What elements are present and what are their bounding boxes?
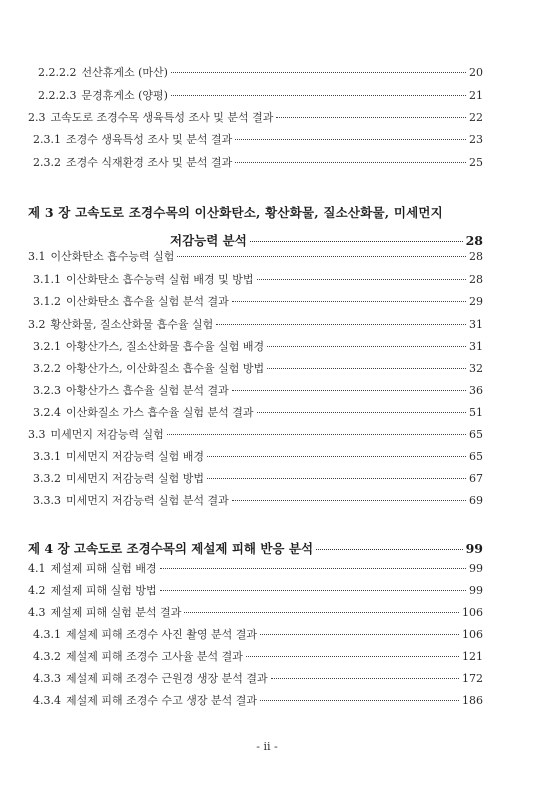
entry-title: 미세먼지 저감능력 실험 방법 [66,472,205,485]
entry-number: 4.1 [28,562,46,575]
dot-leader [171,95,466,96]
entry-page: 31 [469,340,483,353]
toc-entry-2-3-2[interactable] [33,156,483,170]
entry-number: 4.3 [28,606,46,619]
entry-title: 이산화질소 가스 흡수율 실험 분석 결과 [66,406,254,419]
entry-page: 121 [462,650,483,663]
entry-number: 2.2.2.2 [38,66,77,79]
entry-title: 문경휴게소 (양평) [81,89,168,102]
dot-leader [177,256,466,257]
entry-title: 미세먼지 저감능력 실험 분석 결과 [66,494,229,507]
chapter-4-page: 99 [465,541,483,556]
toc-entry-2-2-2-2[interactable] [38,66,483,80]
entry-title: 아황산가스 흡수율 실험 분석 결과 [66,384,229,397]
dot-leader [216,324,466,325]
chapter-4-heading[interactable] [28,539,483,557]
entry-title: 고속도로 조경수목 생육특성 조사 및 분석 결과 [50,111,274,124]
toc-entry-3-3[interactable] [28,428,483,442]
toc-entry-4-3-1[interactable] [33,628,483,642]
entry-page: 22 [469,111,483,124]
entry-title: 제설제 피해 조경수 사진 촬영 분석 결과 [66,628,257,641]
entry-title: 제설제 피해 조경수 근원경 생장 분석 결과 [66,672,268,685]
dot-leader [267,368,466,369]
toc-entry-3-2-2[interactable] [33,362,483,376]
entry-page: 99 [469,562,483,575]
toc-entry-3-3-2[interactable] [33,472,483,486]
toc-entry-2-3[interactable] [28,111,483,125]
chapter-4-title: 제 4 장 고속도로 조경수목의 제설제 피해 반응 분석 [28,541,314,556]
entry-number: 4.2 [28,584,46,597]
dot-leader [235,139,466,140]
dot-leader [207,456,466,457]
toc-entry-2-3-1[interactable] [33,133,483,147]
entry-number: 3.3.1 [33,450,61,463]
dot-leader [316,549,463,550]
chapter-3-title-line2: 저감능력 분석 [170,233,247,248]
entry-title: 이산화탄소 흡수능력 실험 배경 및 방법 [66,273,254,286]
toc-entry-4-3-4[interactable] [33,694,483,708]
entry-page: 106 [462,606,483,619]
entry-number: 3.1.2 [33,295,61,308]
entry-number: 3.1 [28,250,46,263]
entry-page: 69 [469,494,483,507]
entry-number: 4.3.3 [33,672,61,685]
entry-title: 선산휴게소 (마산) [81,66,168,79]
toc-entry-3-2[interactable] [28,318,483,332]
dot-leader [260,634,459,635]
entry-number: 3.2.1 [33,340,61,353]
dot-leader [271,678,459,679]
entry-number: 2.3.1 [33,133,61,146]
entry-title: 이산화탄소 흡수율 실험 분석 결과 [66,295,229,308]
dot-leader [160,590,466,591]
entry-page: 28 [469,273,483,286]
dot-leader [276,117,466,118]
toc-entry-3-2-1[interactable] [33,340,483,354]
entry-number: 3.3.3 [33,494,61,507]
dot-leader [184,612,459,613]
entry-number: 3.2 [28,318,46,331]
entry-number: 4.3.4 [33,694,61,707]
toc-entry-4-3[interactable] [28,606,483,620]
toc-entry-4-3-2[interactable] [33,650,483,664]
dot-leader [246,656,459,657]
entry-number: 3.2.4 [33,406,61,419]
chapter-3-heading[interactable] [28,203,483,249]
entry-page: 36 [469,384,483,397]
entry-title: 제설제 피해 조경수 수고 생장 분석 결과 [66,694,257,707]
entry-number: 3.3 [28,428,46,441]
dot-leader [160,568,466,569]
entry-title: 미세먼지 저감능력 실험 [50,428,164,441]
dot-leader [232,301,466,302]
entry-number: 4.3.2 [33,650,61,663]
entry-title: 제설제 피해 조경수 고사율 분석 결과 [66,650,243,663]
entry-number: 2.3.2 [33,156,61,169]
entry-page: 67 [469,472,483,485]
entry-title: 조경수 식재환경 조사 및 분석 결과 [66,156,233,169]
chapter-3-page: 28 [465,233,483,248]
toc-entry-4-3-3[interactable] [33,672,483,686]
page-footer: - ii - [256,740,278,753]
entry-page: 28 [469,250,483,263]
entry-number: 3.1.1 [33,273,61,286]
entry-title: 미세먼지 저감능력 실험 배경 [66,450,205,463]
entry-page: 32 [469,362,483,375]
dot-leader [235,162,466,163]
toc-entry-3-3-3[interactable] [33,494,483,508]
entry-title: 제설제 피해 실험 분석 결과 [50,606,182,619]
chapter-3-title-line1: 제 3 장 고속도로 조경수목의 이산화탄소, 황산화물, 질소산화물, 미세먼지 [28,205,443,220]
entry-page: 51 [469,406,483,419]
entry-page: 65 [469,428,483,441]
entry-title: 이산화탄소 흡수능력 실험 [50,250,175,263]
entry-title: 황산화물, 질소산화물 흡수율 실험 [50,318,214,331]
toc-entry-4-2[interactable] [28,584,483,598]
dot-leader [250,241,463,242]
entry-page: 20 [469,66,483,79]
entry-number: 4.3.1 [33,628,61,641]
entry-number: 3.2.3 [33,384,61,397]
toc-entry-3-1[interactable] [28,250,483,264]
entry-title: 제설제 피해 실험 배경 [50,562,157,575]
toc-entry-3-1-2[interactable] [33,295,483,309]
toc-entry-3-1-1[interactable] [33,273,483,287]
dot-leader [267,346,466,347]
entry-page: 186 [462,694,483,707]
dot-leader [260,700,459,701]
dot-leader [232,390,466,391]
toc-entry-3-3-1[interactable] [33,450,483,464]
entry-number: 2.3 [28,111,46,124]
dot-leader [257,279,467,280]
dot-leader [167,434,466,435]
entry-title: 아황산가스, 질소산화물 흡수율 실험 배경 [66,340,265,353]
dot-leader [171,72,466,73]
toc-entry-3-2-3[interactable] [33,384,483,398]
entry-page: 23 [469,133,483,146]
entry-page: 29 [469,295,483,308]
toc-entry-2-2-2-3[interactable] [38,89,483,103]
entry-page: 25 [469,156,483,169]
dot-leader [232,500,466,501]
entry-number: 3.3.2 [33,472,61,485]
dot-leader [257,412,467,413]
toc-entry-3-2-4[interactable] [33,406,483,420]
entry-title: 제설제 피해 실험 방법 [50,584,157,597]
entry-title: 조경수 생육특성 조사 및 분석 결과 [66,133,233,146]
entry-number: 2.2.2.3 [38,89,77,102]
entry-page: 172 [462,672,483,685]
dot-leader [207,478,466,479]
entry-number: 3.2.2 [33,362,61,375]
entry-page: 31 [469,318,483,331]
toc-entry-4-1[interactable] [28,562,483,576]
entry-page: 65 [469,450,483,463]
chapter-3-title-line2-row [28,231,483,249]
entry-page: 99 [469,584,483,597]
entry-title: 아황산가스, 이산화질소 흡수율 실험 방법 [66,362,265,375]
entry-page: 106 [462,628,483,641]
entry-page: 21 [469,89,483,102]
